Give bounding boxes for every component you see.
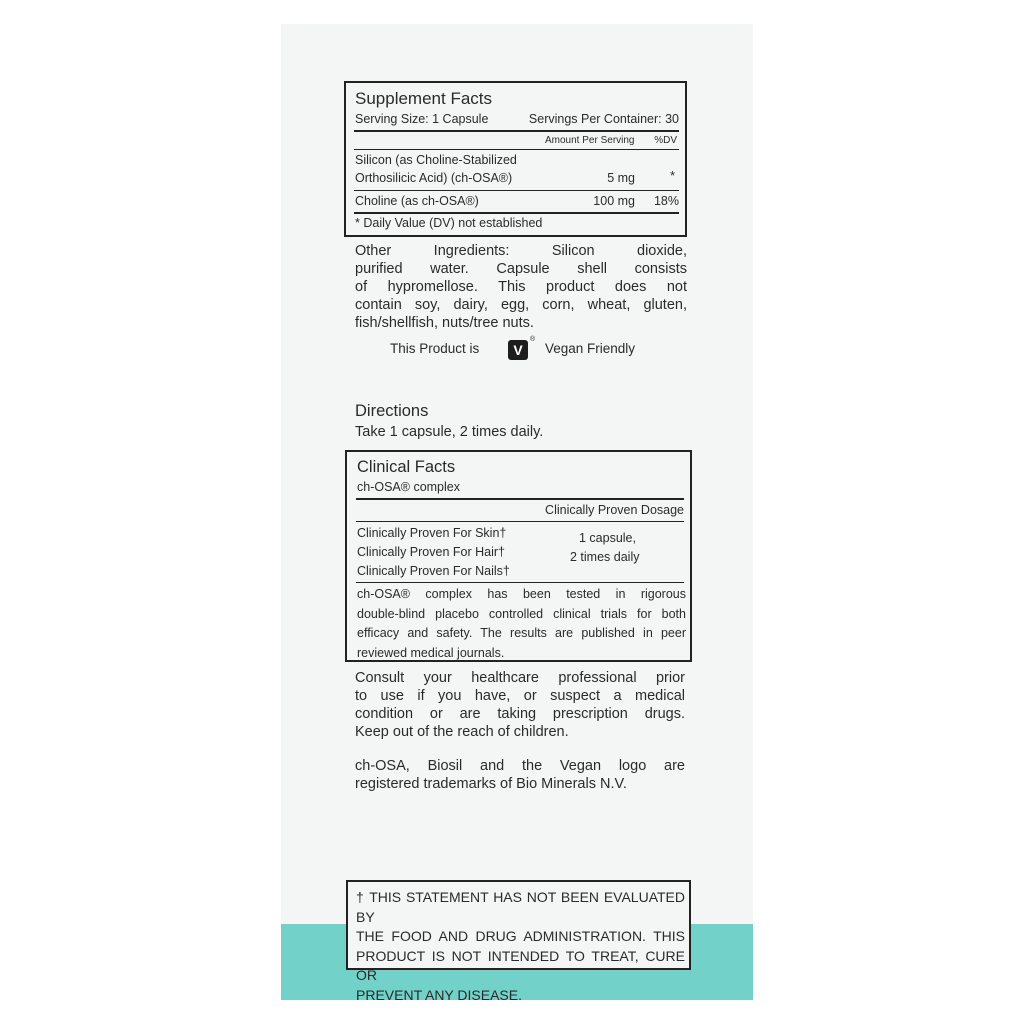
claim-hair: Clinically Proven For Hair† [357,545,505,559]
header-rule [354,130,679,132]
directions-text: Take 1 capsule, 2 times daily. [355,424,544,440]
healthcare-warning [355,669,685,741]
dosage-line1: 1 capsule, [579,531,636,545]
vegan-logo-icon: V [508,340,528,360]
other-ingredients-line: purified water. Capsule shell consists [355,261,687,277]
claim-nails: Clinically Proven For Nails† [357,564,510,578]
claim-skin: Clinically Proven For Skin† [357,526,507,540]
vegan-registered-mark: ® [530,336,536,343]
other-ingredients [355,242,687,332]
trademark-line: ch-OSA, Biosil and the Vegan logo are [355,758,685,774]
choline-amount: 100 mg [593,194,635,208]
clinical-column-rule [356,521,684,522]
label-panel [281,24,753,1000]
clinical-facts-title: Clinical Facts [357,458,456,476]
clinical-description-line: ch-OSA® complex has been tested in rigorous [357,587,686,601]
column-header-rule [354,149,679,150]
vegan-suffix: Vegan Friendly [545,341,636,356]
clinical-facts-subtitle: ch-OSA® complex [357,480,460,494]
clinical-claims-rule [356,582,684,583]
supplement-facts-box [344,81,687,237]
col-dv-header: %DV [654,135,677,146]
footer-rule [354,212,679,214]
clinical-description-line: efficacy and safety. The results are published in peer [357,626,686,640]
clinical-description-line: double-blind placebo controlled clinical trials for both [357,606,686,621]
silicon-dv: * [670,169,675,183]
fda-disclaimer-text [356,888,685,1000]
warning-line: condition or are taking prescription drugs. [355,706,685,722]
serving-size: Serving Size: 1 Capsule [355,112,489,126]
vegan-prefix: This Product is [390,341,480,356]
disclaimer-line: PREVENT ANY DISEASE. [356,986,522,1000]
dosage-line2: 2 times daily [570,550,640,564]
silicon-name-line2: Orthosilicic Acid) (ch-OSA®) [355,171,513,185]
servings-per-container: Servings Per Container: 30 [528,112,679,126]
silicon-amount: 5 mg [607,171,635,185]
clinical-description-line: reviewed medical journals. [357,645,505,660]
other-ingredients-line: Other Ingredients: Silicon dioxide, [355,243,687,259]
directions-heading: Directions [355,402,429,420]
disclaimer-line: THE FOOD AND DRUG ADMINISTRATION. THIS [356,928,685,944]
disclaimer-line: PRODUCT IS NOT INTENDED TO TREAT, CURE OR [356,947,685,983]
fda-disclaimer-box [346,880,691,1000]
trademark-line: registered trademarks of Bio Minerals N.V. [355,776,627,792]
other-ingredients-line: of hypromellose. This product does not [355,279,687,295]
choline-dv: 18% [653,194,679,208]
choline-name: Choline (as ch-OSA®) [355,194,479,208]
other-ingredients-line: contain soy, dairy, egg, corn, wheat, gluten, [355,297,687,313]
silicon-name-line1: Silicon (as Choline-Stabilized [355,153,517,167]
disclaimer-line: † THIS STATEMENT HAS NOT BEEN EVALUATED BY [356,889,685,925]
warning-line: Consult your healthcare professional prior [355,670,685,686]
col-amount-header: Amount Per Serving [545,135,635,146]
trademark-notice [355,757,685,793]
row-rule-1 [354,190,679,191]
clinical-facts-box [345,450,692,662]
warning-line: to use if you have, or suspect a medical [355,688,685,704]
warning-line: Keep out of the reach of children. [355,724,569,740]
clinical-header-rule [356,498,684,500]
clinical-description [357,585,686,663]
supplement-facts-title: Supplement Facts [355,89,493,108]
other-ingredients-line: fish/shellfish, nuts/tree nuts. [355,315,534,331]
dosage-column-header: Clinically Proven Dosage [545,503,684,517]
dv-footnote: * Daily Value (DV) not established [355,216,543,230]
